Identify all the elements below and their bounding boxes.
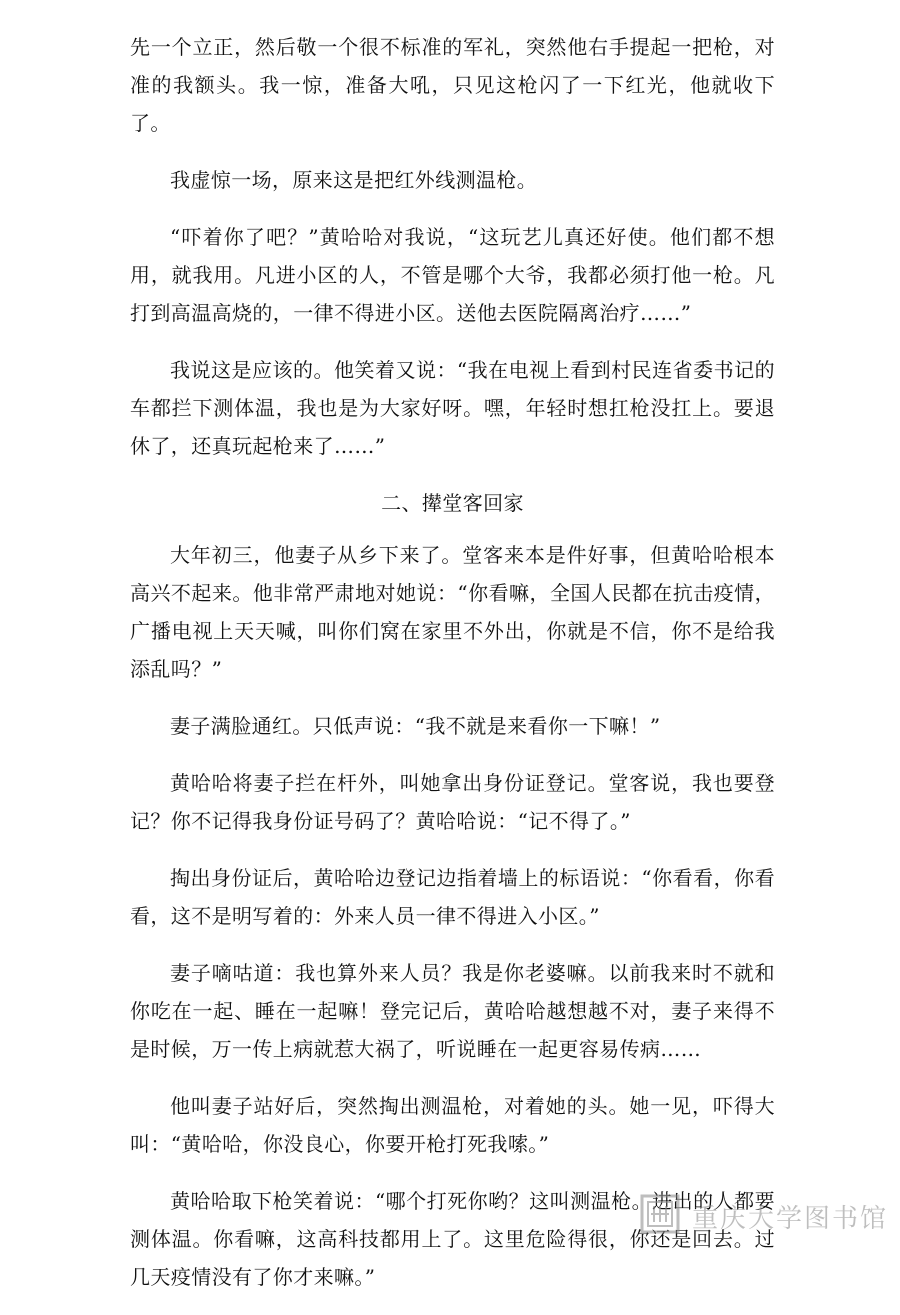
paragraph: 我说这是应该的。他笑着又说：“我在电视上看到村民连省委书记的车都拦下测体温，我也是为大家好呀。嘿，年轻时想扛枪没扛上。要退休了，还真玩起枪来了……” <box>130 358 775 458</box>
paragraph: 妻子满脸通红。只低声说：“我不就是来看你一下嘛！” <box>170 714 661 738</box>
paragraph: 妻子嘀咕道：我也算外来人员？我是你老婆嘛。以前我来时不就和你吃在一起、睡在一起嘛！登完记后，黄哈哈越想越不对，妻子来得不是时候，万一传上病就惹大祸了，听说睡在一起更容易传病…… <box>130 961 775 1061</box>
watermark-text: 重庆大学图书馆 <box>692 1203 889 1234</box>
paragraph: 我虚惊一场，原来这是把红外线测温枪。 <box>170 168 538 192</box>
paragraph: 他叫妻子站好后，突然掏出测温枪，对着她的头。她一见，吓得大叫：“黄哈哈，你没良心，你要开枪打死我嗦。” <box>130 1094 775 1156</box>
section-text-block <box>130 484 775 1315</box>
library-seal-icon <box>640 1194 680 1238</box>
paragraph: 黄哈哈将妻子拦在杆外，叫她拿出身份证登记。堂客说，我也要登记？你不记得我身份证号码了？黄哈哈说：“记不得了。” <box>130 771 775 833</box>
paragraph: 掏出身份证后，黄哈哈边登记边指着墙上的标语说：“你看看，你看看，这不是明写着的：外来人员一律不得进入小区。” <box>130 866 775 928</box>
top-text-block <box>130 28 775 484</box>
paragraph: 先一个立正，然后敬一个很不标准的军礼，突然他右手提起一把枪，对准的我额头。我一惊，准备大吼，只见这枪闪了一下红光，他就收下了。 <box>130 35 775 135</box>
section-heading: 二、撵堂客回家 <box>381 491 524 515</box>
library-watermark <box>640 1194 889 1238</box>
paragraph: 大年初三，他妻子从乡下来了。堂客来本是件好事，但黄哈哈根本高兴不起来。他非常严肃地对她说：“你看嘛，全国人民都在抗击疫情，广播电视上天天喊，叫你们窝在家里不外出，你就是不信，你不是给我添乱吗？” <box>130 543 775 681</box>
paragraph: 黄哈哈取下枪笑着说：“哪个打死你哟？这叫测温枪。进出的人都要测体温。你看嘛，这高科技都用上了。这里危险得很，你还是回去。过几天疫情没有了你才来嘛。” <box>130 1189 775 1289</box>
paragraph: “吓着你了吧？”黄哈哈对我说，“这玩艺儿真还好使。他们都不想用，就我用。凡进小区的人，不管是哪个大爷，我都必须打他一枪。凡打到高温高烧的，一律不得进小区。送他去医院隔离治疗……” <box>130 225 775 325</box>
